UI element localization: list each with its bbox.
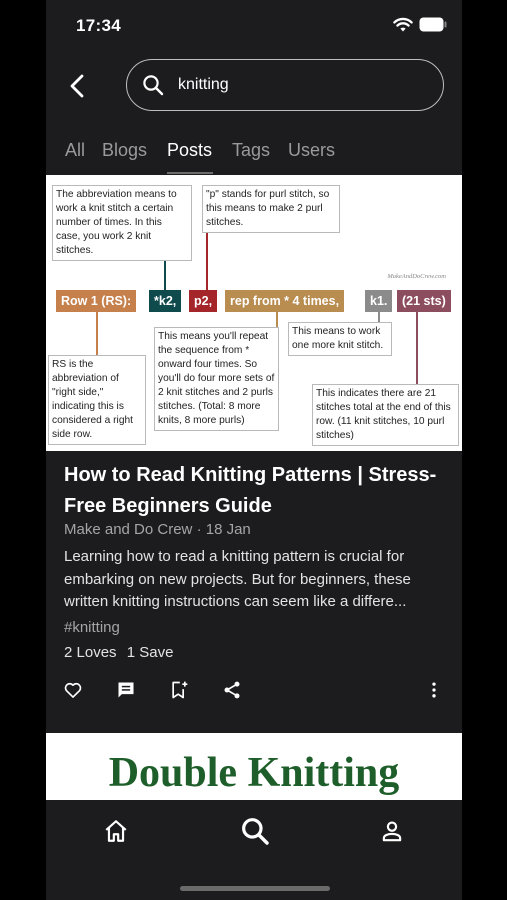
image-watermark: MakeAndDoCrew.com [387, 273, 446, 280]
saves-count: 1 Save [126, 644, 174, 661]
post-counts [64, 644, 179, 661]
home-indicator[interactable] [180, 886, 330, 891]
tab-blogs[interactable]: Blogs [102, 140, 148, 160]
chevron-left-icon [66, 70, 94, 102]
more-vertical-icon[interactable] [424, 680, 444, 700]
tab-posts[interactable]: Posts [167, 140, 213, 160]
note-total: This indicates there are 21 stitches total at the end of this row. (11 knit stitches, 10 purl stitches) [312, 384, 459, 446]
chip-k1: k1. [365, 290, 392, 312]
connector-line [416, 312, 418, 384]
next-post-preview-title: Double Knitting [108, 750, 400, 796]
status-time: 17:34 [76, 16, 121, 35]
post-cover-image[interactable] [46, 175, 462, 451]
bookmark-add-icon[interactable] [169, 680, 189, 700]
note-abbreviation: The abbreviation means to work a knit stitch a certain number of times. In this case, you work 2 knit stitches. [52, 185, 192, 261]
post-excerpt: Learning how to read a knitting pattern is crucial for embarking on new projects. But for beginners, these written knitting instructions can seem like a differe... [64, 548, 411, 610]
bottom-navigation [46, 800, 462, 900]
home-icon[interactable] [103, 818, 129, 849]
post-hashtag[interactable]: #knitting [64, 619, 120, 636]
search-input[interactable] [178, 74, 428, 96]
note-right-side: RS is the abbreviation of "right side," indicating this is considered a right side row. [48, 355, 146, 445]
search-icon [142, 74, 164, 101]
search-icon[interactable] [239, 815, 271, 852]
tab-all[interactable]: All [65, 140, 86, 160]
post-title[interactable]: How to Read Knitting Patterns | Stress-Free Beginners Guide [64, 464, 437, 517]
active-tab-indicator [167, 172, 213, 174]
post-author[interactable]: Make and Do Crew [64, 521, 193, 538]
tab-tags[interactable]: Tags [232, 140, 271, 160]
connector-line [378, 312, 380, 322]
chip-row: Row 1 (RS): [56, 290, 136, 312]
loves-count: 2 Loves [64, 644, 117, 661]
chip-k2: *k2, [149, 290, 181, 312]
heart-icon[interactable] [63, 680, 83, 700]
back-button[interactable] [66, 70, 94, 102]
battery-icon [419, 17, 447, 37]
post-actions [46, 680, 462, 704]
post-meta [64, 521, 251, 538]
note-repeat: This means you'll repeat the sequence from * onward four times. So you'll do four more sets of 2 knit stitches and 2 purls stitches. (Total: 8 more knits, 8 more purls) [154, 327, 279, 431]
search-bar[interactable] [126, 59, 444, 111]
note-one-knit: This means to work one more knit stitch. [288, 322, 392, 356]
note-purl: "p" stands for purl stitch, so this means to make 2 purl stitches. [202, 185, 340, 233]
connector-line [96, 312, 98, 355]
chip-repeat: rep from * 4 times, [225, 290, 344, 312]
meta-separator: · [196, 521, 206, 538]
tab-users[interactable]: Users [288, 140, 336, 160]
search-tabs [46, 136, 462, 176]
app-screen [46, 0, 462, 900]
post-date: 18 Jan [205, 521, 251, 538]
comment-icon[interactable] [116, 680, 136, 700]
chip-p2: p2, [189, 290, 217, 312]
chip-sts: (21 sts) [397, 290, 451, 312]
profile-icon[interactable] [379, 818, 405, 849]
share-icon[interactable] [222, 680, 242, 700]
status-bar [46, 0, 462, 52]
wifi-icon [393, 17, 413, 38]
next-post-cover-image[interactable] [46, 733, 462, 801]
